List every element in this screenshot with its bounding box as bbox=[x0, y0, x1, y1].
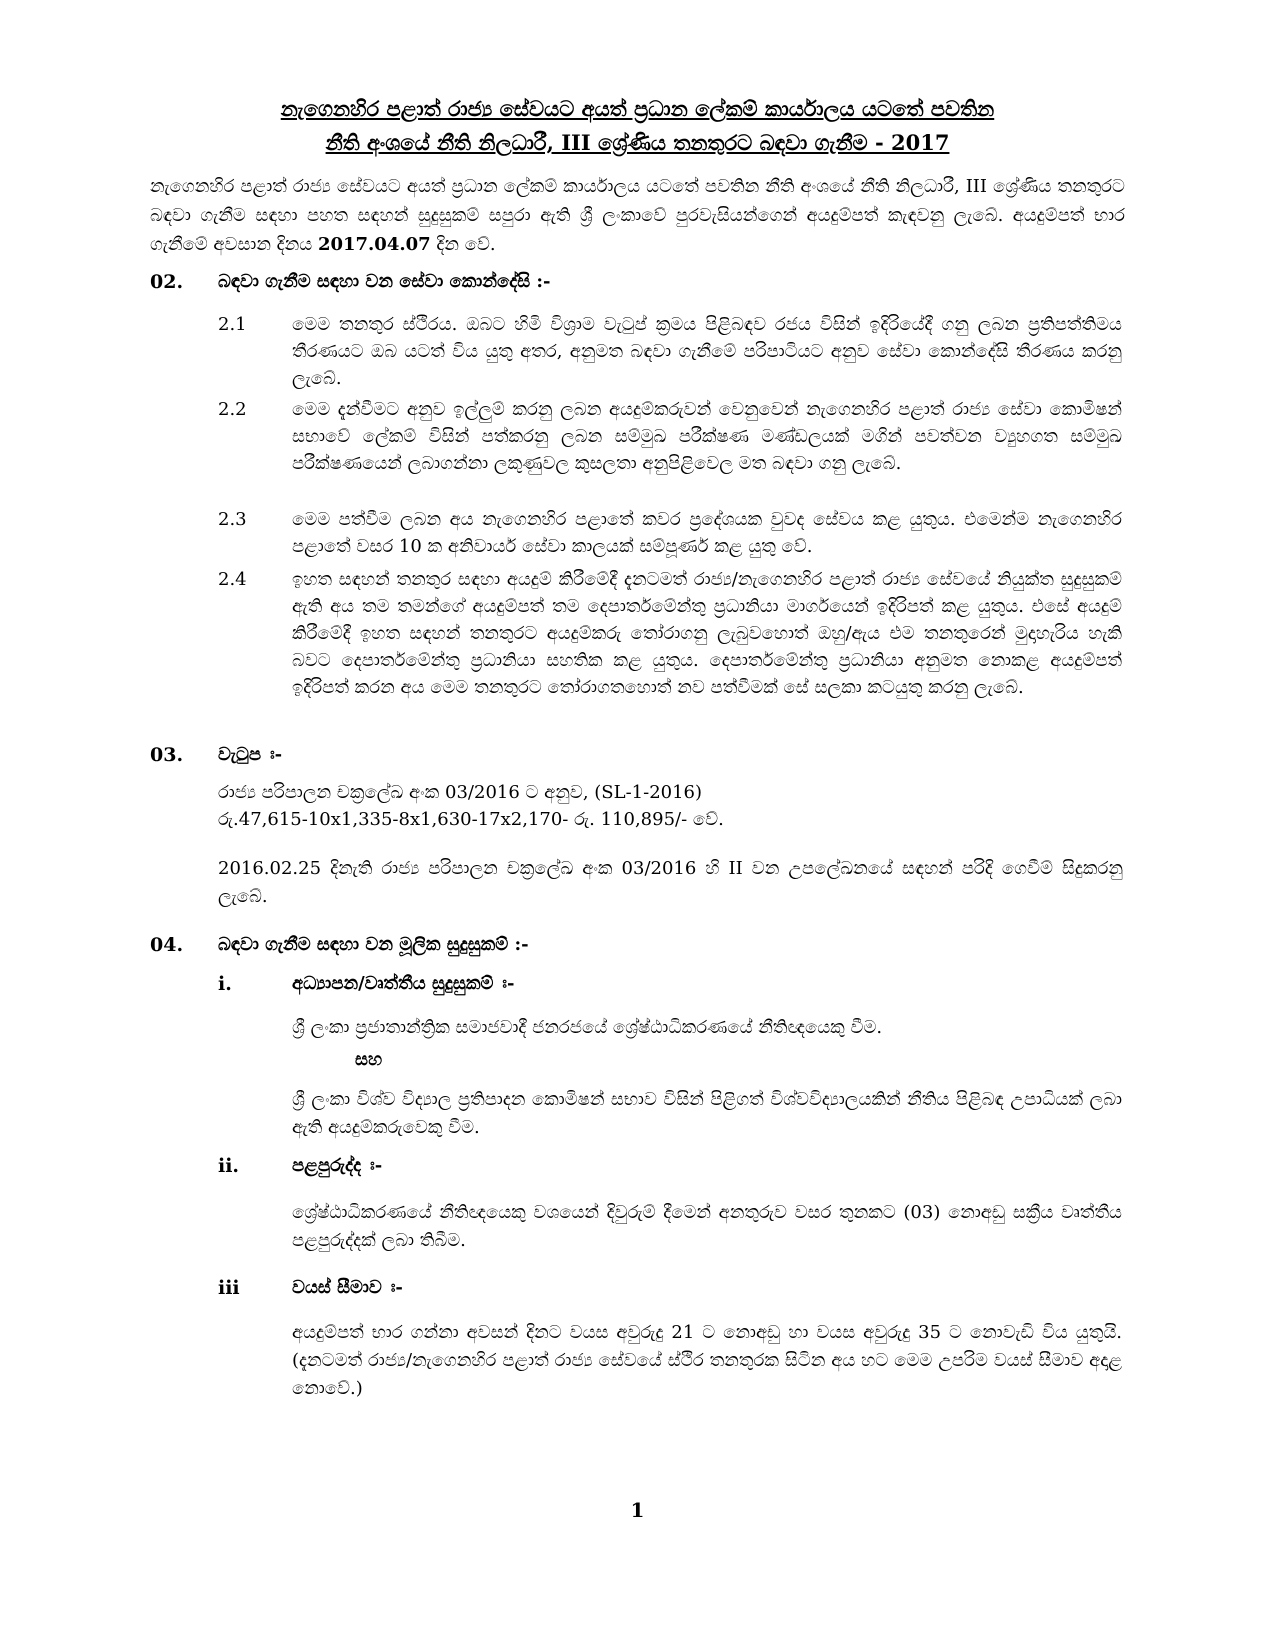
section-02-number: 02. bbox=[150, 271, 184, 293]
intro-suffix: දින වේ. bbox=[430, 234, 496, 255]
item-iii-number: iii bbox=[218, 1277, 240, 1299]
item-i-text-1: ශ්‍රී ලංකා ප්‍රජාතාන්ත්‍රික සමාජවාදී ජනරජයේ ශ්‍රේෂ්ඨාධිකරණයේ නීතිඥයෙකු වීම. bbox=[292, 1017, 883, 1038]
clause-2-1-number: 2.1 bbox=[218, 314, 247, 335]
clause-2-4-text: ඉහත සඳහන් තනතුර සඳහා අයදුම් කිරීමේදී දැනටමත් රාජ්‍ය/නැගෙනහිර පළාත් රාජ්‍ය සේවයේ නියුක්ත සුදුසුකම් ඇති අය තම තමන්ගේ අයදුම්පත් තම දෙපාර්තමේන්තු ප්‍රධානියා මාර්ගයෙන් ඉදිරිපත් කළ යුතුය. එසේ අයදුම් කිරීමේදී ඉහත සඳහන් තනතුරට අයදුම්කරු තෝරාගනු ලැබුවහොත් ඔහු/ඇය එම තනතුරෙන් මුදාහැරිය හැකි බවට දෙපාර්තමේන්තු ප්‍රධානියා සහතික කළ යුතුය. දෙපාර්තමේන්තු ප්‍රධානියා අනුමත නොකළ අයදුම්පත් ඉදිරිපත් කරන අය මෙම තනතුරට තෝරාගතහොත් නව පත්වීමක් සේ සලකා කටයුතු කරනු ලැබේ. bbox=[292, 569, 1122, 698]
item-i-conjunction: සහ bbox=[355, 1049, 383, 1070]
item-i-text-2: ශ්‍රී ලංකා විශ්ව විද්‍යාල ප්‍රතිපාදන කොමිෂන් සභාව විසින් පිළිගත් විශ්වවිද්‍යාලයකින් නීතිය පිළිබඳ උපාධියක් ලබා ඇති අයදුම්කරුවෙකු වීම. bbox=[292, 1089, 1122, 1138]
section-03-number: 03. bbox=[150, 744, 184, 766]
intro-text: නැගෙනහිර පළාත් රාජ්‍ය සේවයට අයත් ප්‍රධාන ලේකම් කාර්යාලය යටතේ පවතින නීති අංශයේ නීති නිලධාරී, III ශ්‍රේණිය තනතුරට බඳවා ගැනීම සඳහා පහත සඳහන් සුදුසුකම් සපුරා ඇති ශ්‍රී ලංකාවේ පුරවැසියන්ගෙන් අයදුම්පත් කැඳවනු ලැබේ. අයදුම්පත් භාර ගැනීමේ අවසාන දිනය bbox=[150, 176, 1125, 255]
salary-scale-line: රු.47,615-10x1,335-8x1,630-17x2,170- රු. 110,895/- වේ. bbox=[218, 809, 724, 830]
clause-2-3-text: මෙම පත්වීම ලබන අය නැගෙනහිර පළාතේ කවර ප්‍රදේශයක වුවද සේවය කළ යුතුය. එමෙන්ම නැගෙනහිර පළාතේ වසර 10 ක අනිවාර්ය සේවා කාලයක් සම්පූර්ණ කළ යුතු වේ. bbox=[292, 509, 1122, 557]
section-02-title: බඳවා ගැනීම සඳහා වන සේවා කොන්දේසි :- bbox=[218, 271, 551, 292]
clause-2-3-number: 2.3 bbox=[218, 509, 247, 530]
item-ii-number: ii. bbox=[218, 1155, 240, 1177]
section-04-number: 04. bbox=[150, 934, 184, 956]
document-title-line1: නැගෙනහිර පළාත් රාජ්‍ය සේවයට අයත් ප්‍රධාන ලේකම් කාර්යාලය යටතේ පවතින bbox=[280, 96, 995, 121]
item-i-number: i. bbox=[218, 973, 232, 995]
clause-2-4-number: 2.4 bbox=[218, 569, 247, 590]
item-iii-text: අයදුම්පත් භාර ගන්නා අවසන් දිනට වයස අවුරුදු 21 ට නොඅඩු හා වයස අවුරුදු 35 ට නොවැඩි විය යුතුයි. (දැනටමත් රාජ්‍ය/නැගෙනහිර පළාත් රාජ්‍ය සේවයේ ස්ථිර තනතුරක සිටින අය හට මෙම උපරිම වයස් සීමාව අදාළ නොවේ.) bbox=[292, 1322, 1122, 1399]
document-title-line2: නීති අංශයේ නීති නිලධාරී, III ශ්‍රේණිය තනතුරට බඳවා ගැනීම - 2017 bbox=[325, 130, 950, 155]
salary-payment-paragraph: 2016.02.25 දිනැති රාජ්‍ය පරිපාලන චක්‍රලේඛ අංක 03/2016 හි II වන උපලේඛනයේ සඳහන් පරිදි ගෙවීම් සිදුකරනු ලැබේ. bbox=[218, 858, 1123, 907]
intro-paragraph bbox=[150, 172, 1125, 259]
clause-2-2-text: මෙම දැන්වීමට අනුව ඉල්ලුම් කරනු ලබන අයදුම්කරුවන් වෙනුවෙන් නැගෙනහිර පළාත් රාජ්‍ය සේවා කොමිෂන් සභාවේ ලේකම් විසින් පත්කරනු ලබන සම්මුඛ පරීක්ෂණ මණ්ඩලයක් මගින් පවත්වන ව්‍යුහගත සම්මුඛ පරීක්ෂණයෙන් ලබාගන්නා ලකුණුවල කුසලතා අනුපිළිවෙල මත බඳවා ගනු ලැබේ. bbox=[292, 399, 1122, 474]
page-number: 1 bbox=[630, 1498, 645, 1522]
item-ii-text: ශ්‍රේෂ්ඨාධිකරණයේ නීතිඥයෙකු වශයෙන් දිවුරුම් දීමෙන් අනතුරුව වසර තුනකට (03) නොඅඩු සක්‍රීය වෘත්තීය පළපුරුද්දක් ලබා තිබීම. bbox=[292, 1202, 1122, 1251]
closing-date: 2017.04.07 bbox=[317, 234, 431, 255]
salary-circular-line: රාජ්‍ය පරිපාලන චක්‍රලේඛ අංක 03/2016 ට අනුව, (SL-1-2016) bbox=[218, 782, 703, 803]
item-ii-title: පළපුරුද්ද ඃ- bbox=[292, 1155, 383, 1176]
section-04-title: බඳවා ගැනීම සඳහා වන මූලික සුදුසුකම් :- bbox=[218, 934, 529, 955]
item-iii-title: වයස් සීමාව ඃ- bbox=[292, 1277, 403, 1298]
clause-2-1-text: මෙම තනතුර ස්ථිරය. ඔබට හිමි විශ්‍රාම වැටුප් ක්‍රමය පිළිබඳව රජය විසින් ඉදිරියේදී ගනු ලබන ප්‍රතිපත්තිමය තීරණයට ඔබ යටත් විය යුතු අතර, අනුමත බඳවා ගැනීමේ පරිපාටියට අනුව සේවා කොන්දේසි තීරණය කරනු ලැබේ. bbox=[292, 314, 1122, 389]
item-i-title: අධ්‍යාපන/වෘත්තීය සුදුසුකම් ඃ- bbox=[292, 973, 515, 994]
section-03-title: වැටුප ඃ- bbox=[218, 744, 283, 765]
clause-2-2-number: 2.2 bbox=[218, 399, 247, 420]
